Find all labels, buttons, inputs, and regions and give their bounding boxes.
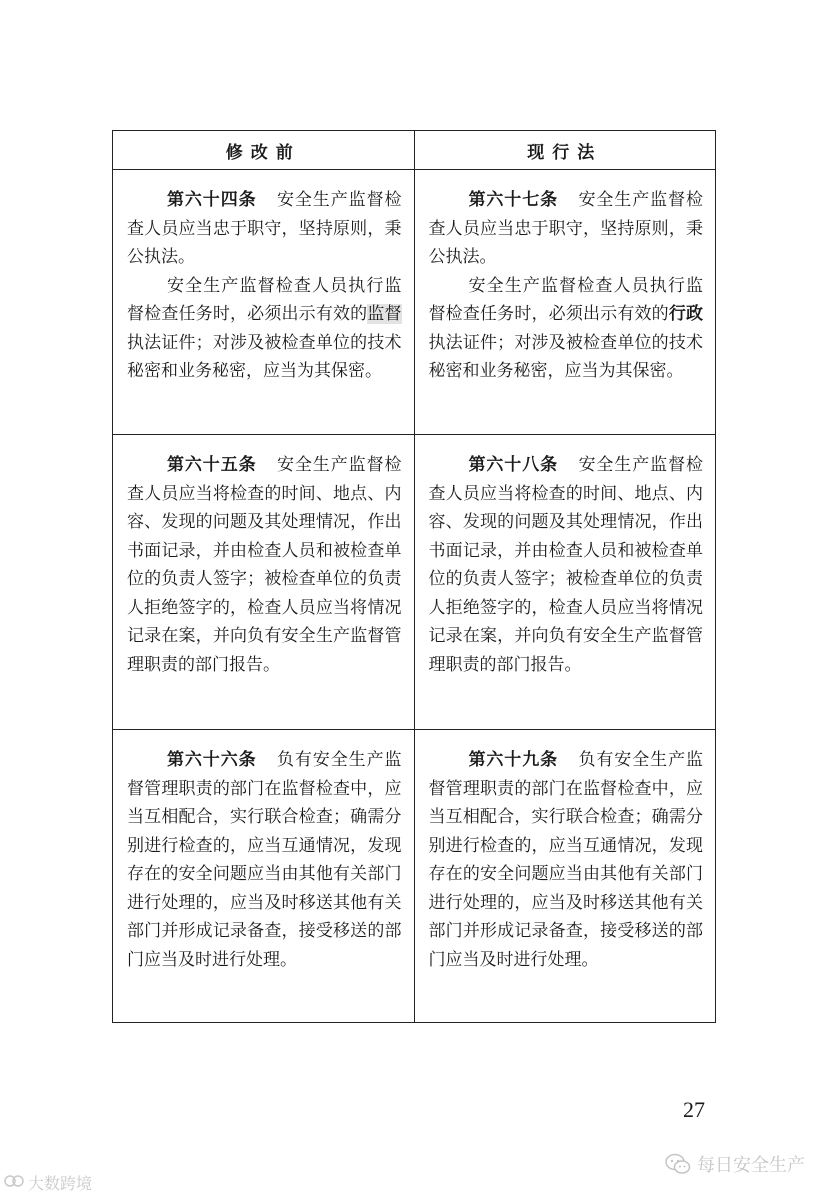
article-number: 第六十八条	[468, 455, 559, 475]
table-row	[113, 435, 716, 730]
article-number: 第六十四条	[166, 190, 257, 210]
article-text: 负有安全生产监督管理职责的部门在监督检查中，应当互相配合，实行联合检查；确需分别进行检查的，应当互通情况，发现存在的安全问题应当由其他有关部门进行处理的，应当及时移送其他有关部门并形成记录备查，接受移送的部门应当及时进行处理。	[127, 750, 402, 970]
article-text: 安全生产监督检查人员执行监督检查任务时，必须出示有效的	[127, 275, 402, 324]
article-number: 第六十九条	[468, 750, 559, 770]
paragraph	[127, 451, 402, 679]
article-number: 第六十五条	[166, 455, 257, 475]
paragraph	[429, 272, 704, 386]
article-text: 安全生产监督检查人员应当忠于职守，坚持原则，秉公执法。	[428, 190, 704, 267]
article-text: 安全生产监督检查人员应当忠于职守，坚持原则，秉公执法。	[127, 190, 402, 267]
wechat-icon	[665, 1153, 691, 1175]
table-header-row	[113, 131, 716, 170]
cell-current-article-67	[414, 170, 716, 435]
watermark-left-text: 大数跨境	[28, 1174, 93, 1193]
cell-before-article-64	[113, 170, 415, 435]
circle-logo-icon	[4, 1174, 24, 1192]
comparison-table	[112, 130, 716, 1023]
watermark-left	[4, 1171, 92, 1194]
article-text: 安全生产监督检查人员应当将检查的时间、地点、内容、发现的问题及其处理情况，作出书面记录，并由检查人员和被检查单位的负责人签字；被检查单位的负责人拒绝签字的，检查人员应当将情况记录在案，并向负有安全生产监督管理职责的部门报告。	[127, 455, 402, 675]
emphasized-term: 行政	[668, 304, 704, 324]
highlighted-term: 监督	[367, 304, 402, 324]
paragraph	[127, 186, 402, 272]
article-text: 执法证件；对涉及被检查单位的技术秘密和业务秘密，应当为其保密。	[428, 332, 703, 381]
article-number: 第六十七条	[468, 190, 559, 210]
article-text: 负有安全生产监督管理职责的部门在监督检查中，应当互相配合，实行联合检查；确需分别进行检查的，应当互通情况，发现存在的安全问题应当由其他有关部门进行处理的，应当及时移送其他有关部门并形成记录备查，接受移送的部门应当及时进行处理。	[428, 750, 704, 970]
cell-before-article-66	[113, 730, 415, 1023]
paragraph	[127, 746, 402, 974]
article-number: 第六十六条	[166, 750, 257, 770]
table-row	[113, 730, 716, 1023]
watermark-right-text: 每日安全生产	[697, 1155, 805, 1176]
table-row	[113, 170, 716, 435]
header-current: 现行法	[414, 131, 716, 170]
header-before: 修改前	[113, 131, 415, 170]
cell-current-article-69	[414, 730, 716, 1023]
article-text: 安全生产监督检查人员执行监督检查任务时，必须出示有效的	[428, 275, 703, 324]
paragraph	[429, 186, 704, 272]
article-text: 安全生产监督检查人员应当将检查的时间、地点、内容、发现的问题及其处理情况，作出书面记录，并由检查人员和被检查单位的负责人签字；被检查单位的负责人拒绝签字的，检查人员应当将情况记录在案，并向负有安全生产监督管理职责的部门报告。	[428, 455, 704, 675]
cell-current-article-68	[414, 435, 716, 730]
paragraph	[127, 272, 402, 386]
paragraph	[429, 746, 704, 974]
watermark-right	[665, 1151, 805, 1177]
cell-before-article-65	[113, 435, 415, 730]
article-text: 执法证件；对涉及被检查单位的技术秘密和业务秘密，应当为其保密。	[127, 332, 402, 381]
page-number: 27	[683, 1097, 705, 1122]
paragraph	[429, 451, 704, 679]
